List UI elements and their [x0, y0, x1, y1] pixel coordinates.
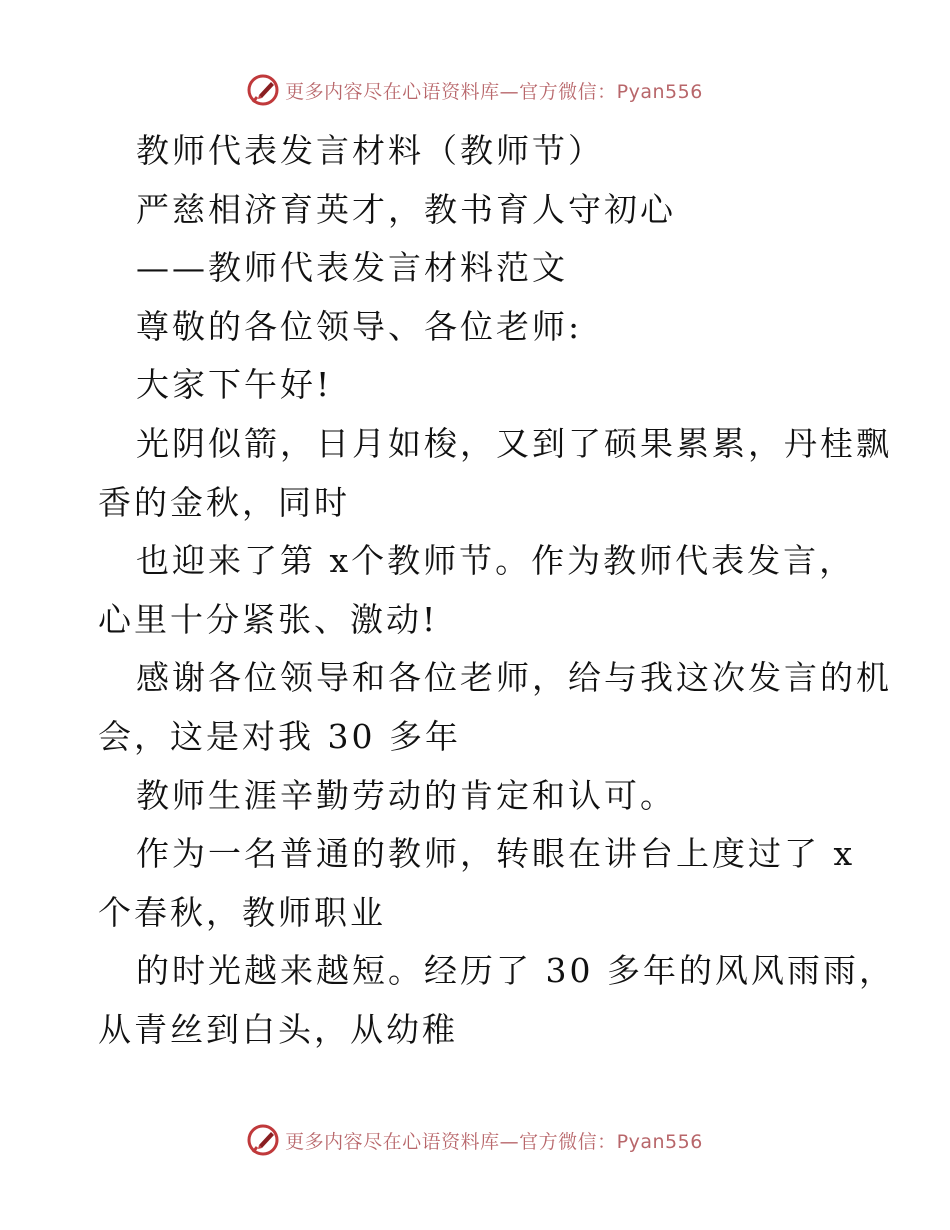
- paragraph-line: 心里十分紧张、激动!: [98, 599, 439, 639]
- greeting: 大家下午好!: [136, 365, 333, 405]
- footer-banner: [0, 1120, 950, 1160]
- paragraph-line: 个春秋，教师职业: [98, 892, 386, 932]
- salutation: 尊敬的各位领导、各位老师:: [136, 306, 583, 346]
- paragraph-line: 感谢各位领导和各位老师，给与我这次发言的机: [136, 658, 892, 698]
- paragraph-line: 的时光越来越短。经历了 30 多年的风风雨雨，: [136, 951, 895, 991]
- footer-banner-text: 更多内容尽在心语资料库—官方微信：Pyan556: [285, 1130, 703, 1153]
- header-banner-text: 更多内容尽在心语资料库—官方微信：Pyan556: [285, 80, 703, 103]
- document-body: [98, 122, 895, 1060]
- speech-bubble-pen-logo-icon: [247, 73, 281, 107]
- paragraph-line: 作为一名普通的教师，转眼在讲台上度过了 x: [136, 834, 856, 874]
- paragraph-line: 会，这是对我 30 多年: [98, 716, 461, 756]
- paragraph-line: 教师生涯辛勤劳动的肯定和认可。: [136, 775, 676, 815]
- document-subtitle-secondary: ——教师代表发言材料范文: [136, 248, 568, 288]
- speech-bubble-pen-logo-icon: [247, 1123, 281, 1157]
- paragraph-line: 也迎来了第 x个教师节。作为教师代表发言，: [136, 541, 856, 581]
- paragraph-line: 香的金秋，同时: [98, 482, 350, 522]
- document-subtitle: 严慈相济育英才，教书育人守初心: [136, 189, 676, 229]
- header-banner: [0, 70, 950, 110]
- paragraph-line: 从青丝到白头，从幼稚: [98, 1009, 458, 1049]
- paragraph-line: 光阴似箭，日月如梭，又到了硕果累累，丹桂飘: [136, 423, 892, 463]
- document-title: 教师代表发言材料（教师节）: [136, 131, 604, 170]
